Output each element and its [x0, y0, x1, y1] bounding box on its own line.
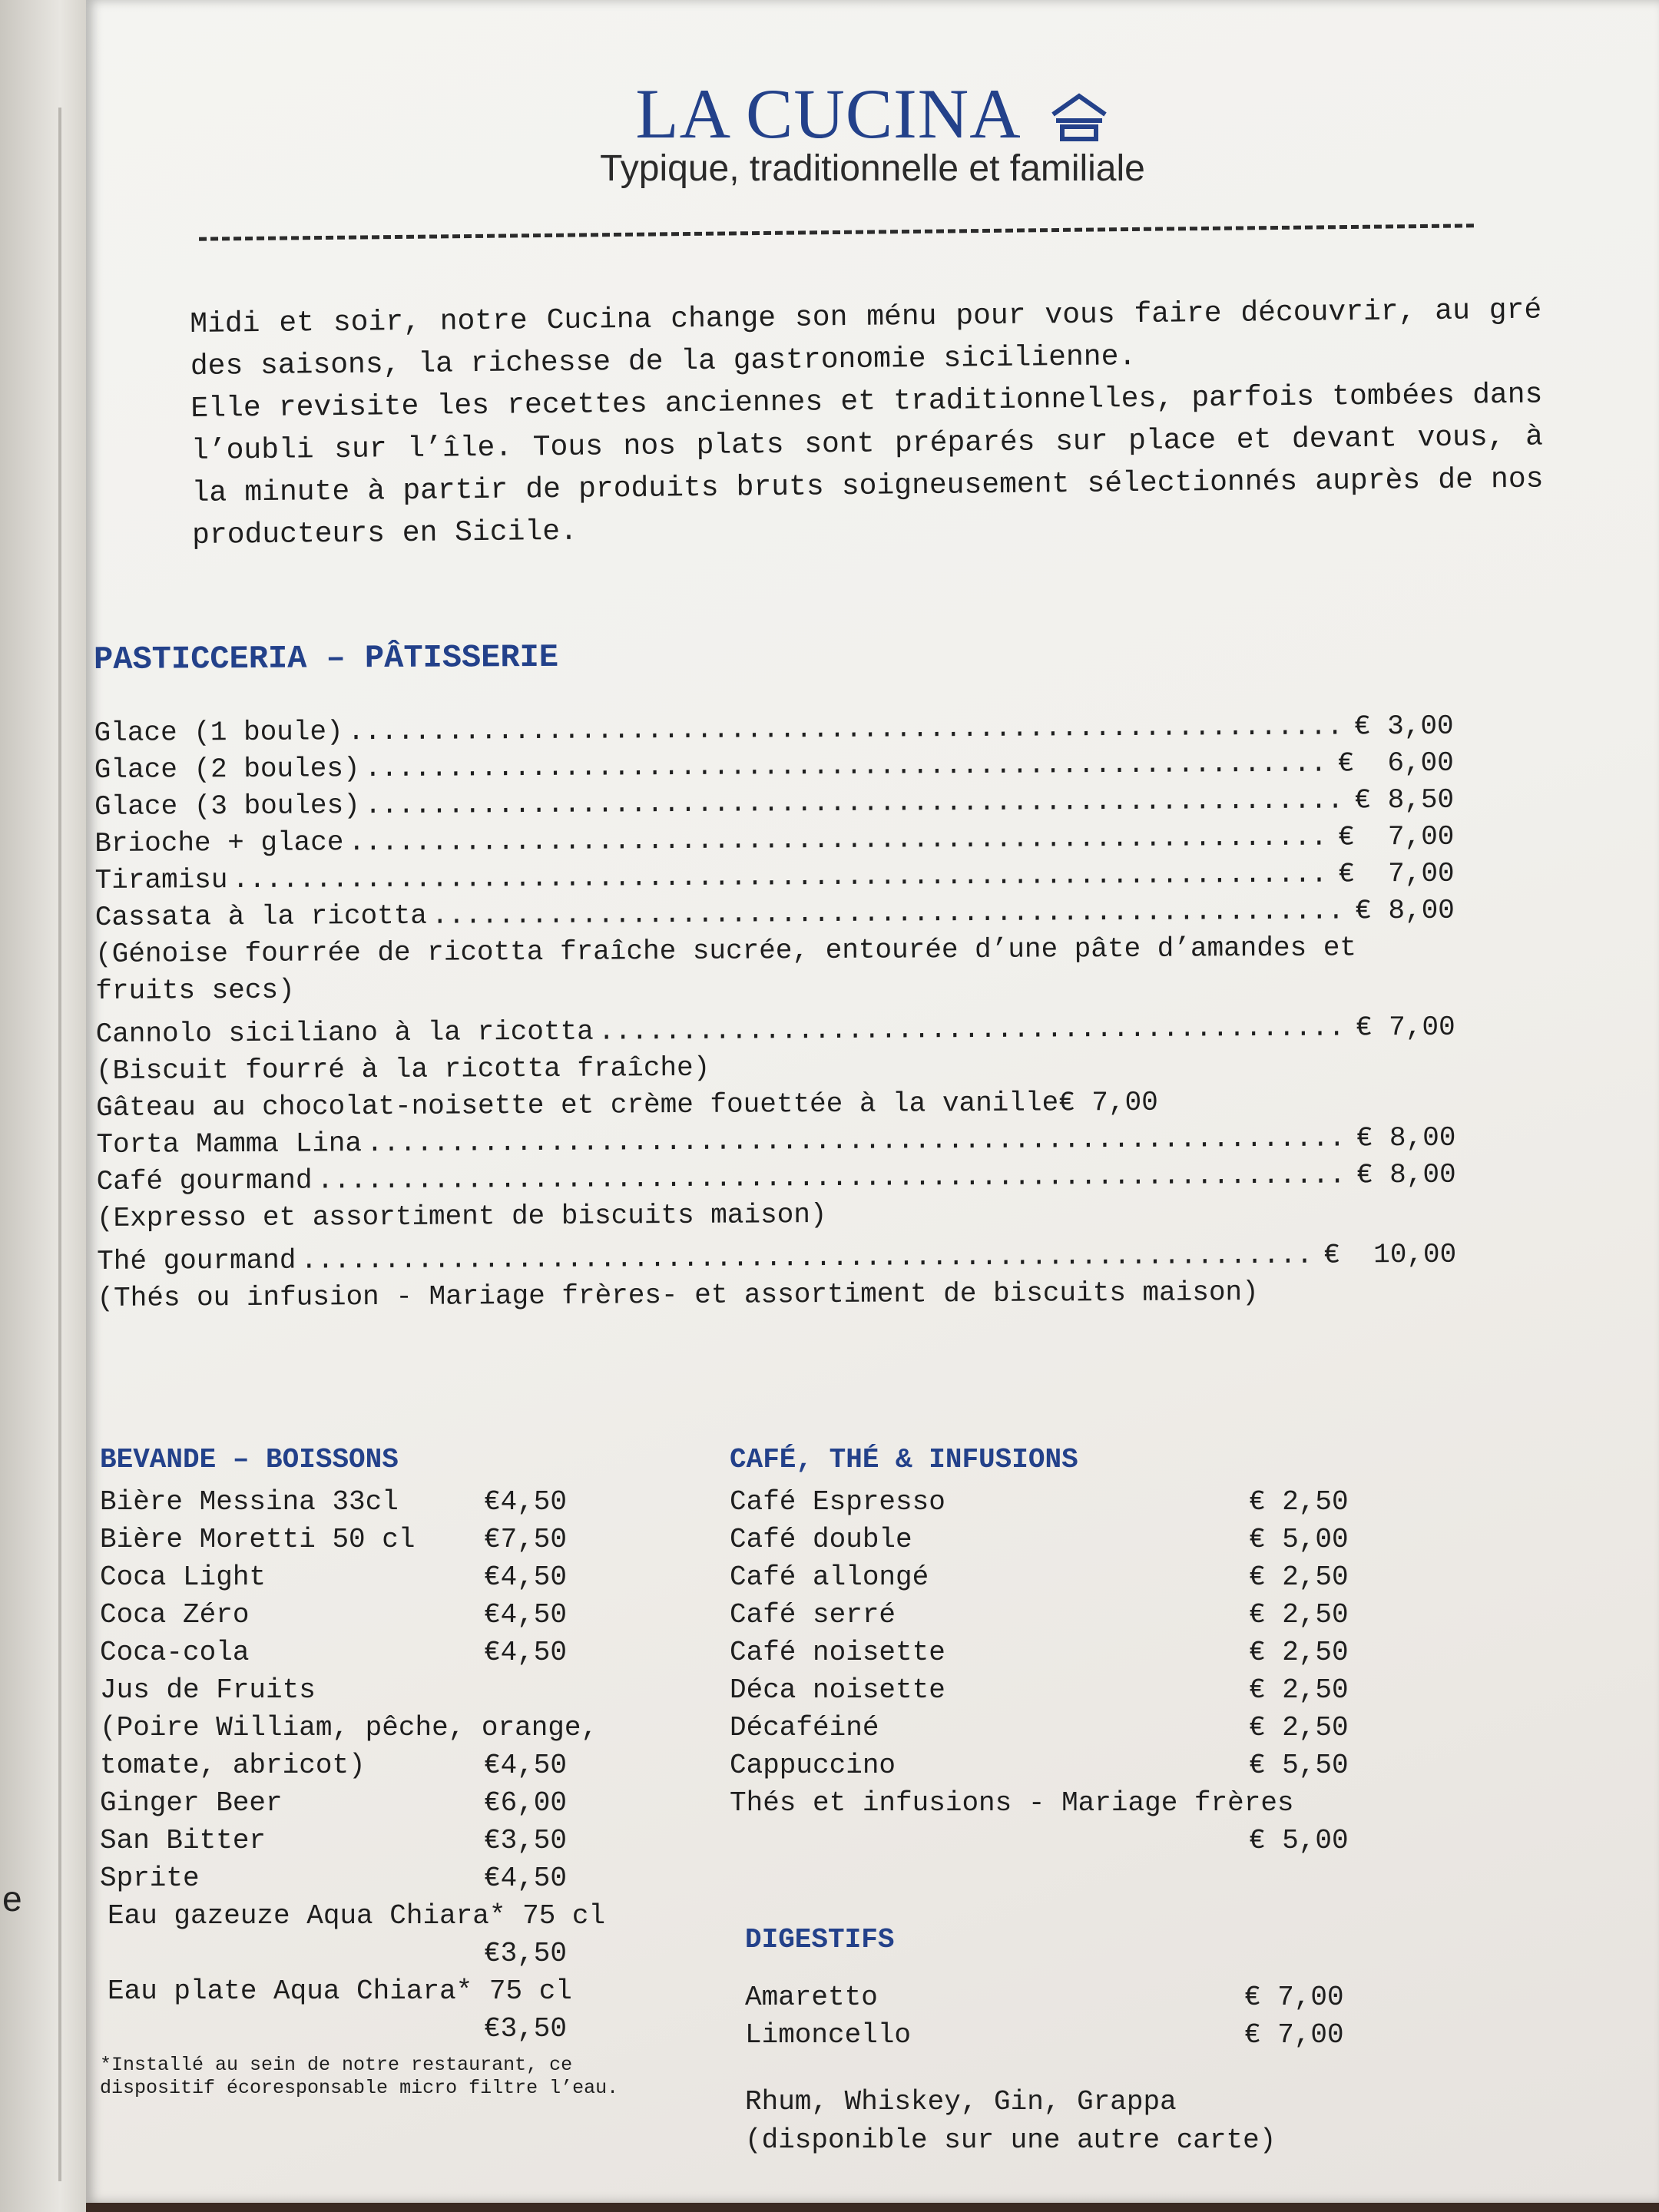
- drink-price: €4,50: [484, 1599, 568, 1631]
- drink-name: Bière Moretti 50 cl: [100, 1524, 416, 1555]
- drink-price: €6,00: [484, 1787, 568, 1819]
- drink-detail: (Poire William, pêche, orange,: [100, 1712, 598, 1743]
- drink-name: Eau gazeuze Aqua Chiara* 75 cl: [108, 1900, 606, 1932]
- drink-row: [100, 1558, 737, 1596]
- price-indent: [100, 2010, 484, 2048]
- dot-leader: [598, 1009, 1352, 1050]
- cafe-row: [730, 1709, 1482, 1747]
- section-pasticceria: [94, 634, 1457, 1323]
- cafe-price: € 2,50: [1249, 1561, 1349, 1593]
- drink-name: Ginger Beer: [100, 1787, 283, 1819]
- item-name: Cannolo siciliano à la ricotta: [95, 1015, 594, 1050]
- drink-row: [100, 1521, 737, 1558]
- cafe-row: [730, 1558, 1482, 1596]
- item-name: Tiramisu: [94, 864, 228, 896]
- price-indent: [100, 1935, 484, 1972]
- cafe-price: € 5,00: [1249, 1825, 1349, 1856]
- item-name: Gâteau au chocolat-noisette et crème fouettée à la vanille: [96, 1087, 1059, 1124]
- drink-name: San Bitter: [100, 1825, 267, 1856]
- dot-leader: [316, 1157, 1352, 1199]
- drink-price: €3,50: [484, 2013, 568, 2045]
- drink-name: Eau plate Aqua Chiara* 75 cl: [108, 1975, 572, 2007]
- drink-name: Coca Light: [100, 1561, 267, 1593]
- intro-paragraph-2: Elle revisite les recettes anciennes et traditionnelles, parfois tombées dans l’oubli sur l’île. Tous nos plats sont préparés sur place et devant vous, à la minute à partir de produits bruts soigneusement sélectionnés auprès de nos producteurs en Sicile.: [190, 378, 1544, 552]
- item-price: € 7,00: [1355, 1011, 1455, 1044]
- section-digestifs: [745, 1924, 1482, 2160]
- cafe-price: € 2,50: [1249, 1674, 1349, 1706]
- dot-leader: [366, 1120, 1352, 1162]
- digestif-price: € 7,00: [1244, 1982, 1344, 2013]
- other-spirits-list: Rhum, Whiskey, Gin, Grappa: [745, 2086, 1177, 2118]
- drink-price: €4,50: [484, 1486, 568, 1518]
- item-description: (Biscuit fourré à la ricotta fraîche): [95, 1051, 710, 1087]
- cafe-name: Café serré: [730, 1599, 896, 1631]
- left-page-edge: [0, 0, 86, 2212]
- item-name: Glace (2 boules): [94, 753, 360, 786]
- drink-price: €3,50: [484, 1825, 568, 1856]
- dot-leader: [300, 1237, 1319, 1280]
- footnote: *Installé au sein de notre restaurant, ce dispositif écoresponsable micro filtre l’eau.: [100, 2054, 619, 2099]
- digestif-name: Limoncello: [745, 2019, 912, 2051]
- cafe-row: [730, 1784, 1482, 1822]
- drink-price: €4,50: [484, 1863, 568, 1894]
- drink-price-row: [100, 2010, 737, 2048]
- drink-row: [100, 1972, 737, 2010]
- digestif-name: Amaretto: [745, 1982, 878, 2013]
- cafe-name: Café Espresso: [730, 1486, 945, 1518]
- dot-leader: [365, 782, 1350, 824]
- cafe-name: Thés et infusions - Mariage frères: [730, 1787, 1294, 1819]
- drink-row: [100, 1483, 737, 1521]
- cafe-name: Cappuccino: [730, 1750, 896, 1781]
- cafe-name: Café noisette: [730, 1637, 945, 1668]
- digestif-price: € 7,00: [1244, 2019, 1344, 2051]
- item-price: € 6,00: [1337, 747, 1454, 780]
- drink-row: [100, 1671, 737, 1709]
- drink-row: [100, 1596, 737, 1634]
- item-name: Torta Mamma Lina: [96, 1128, 363, 1161]
- section-bevande: [100, 1444, 737, 2100]
- item-price: € 8,50: [1354, 783, 1455, 816]
- item-name: Café gourmand: [96, 1164, 313, 1197]
- cafe-row: [730, 1634, 1482, 1671]
- dot-leader: [232, 856, 1333, 899]
- house-logo-icon: [1048, 91, 1110, 151]
- section-title-cafe: CAFÉ, THÉ & INFUSIONS: [730, 1444, 1078, 1475]
- drink-name: Jus de Fruits: [100, 1674, 316, 1706]
- logo-mark: [1048, 91, 1110, 142]
- drink-price: €4,50: [484, 1750, 568, 1781]
- drink-price: €4,50: [484, 1561, 568, 1593]
- cafe-name: Décaféiné: [730, 1712, 879, 1743]
- cafe-row: [730, 1671, 1482, 1709]
- drink-row: [100, 1784, 737, 1822]
- menu-item: [96, 1009, 1455, 1053]
- intro-paragraph-1: Midi et soir, notre Cucina change son ménu pour vous faire découvrir, au gré des saisons, la richesse de la gastronomie sicilienne.: [190, 293, 1542, 383]
- item-name: Glace (3 boules): [94, 790, 360, 823]
- item-name: Brioche + glace: [94, 826, 344, 859]
- section-title-pasticceria: PASTICCERIA – PÂTISSERIE: [94, 638, 559, 678]
- item-price: € 8,00: [1356, 1121, 1456, 1154]
- item-name: Thé gourmand: [97, 1244, 296, 1277]
- item-price: € 3,00: [1353, 710, 1454, 743]
- drink-name: Coca-cola: [100, 1637, 250, 1668]
- drink-name: Sprite: [100, 1863, 200, 1894]
- intro-text: [190, 290, 1544, 557]
- drink-price: €7,50: [484, 1524, 568, 1555]
- menu-subtitle: Typique, traditionnelle et familiale: [600, 148, 1145, 189]
- item-description: (Thés ou infusion - Mariage frères- et assortiment de biscuits maison): [97, 1277, 1259, 1314]
- dot-leader: [348, 708, 1350, 750]
- drink-row: [100, 1634, 737, 1671]
- drink-price: €4,50: [484, 1637, 568, 1668]
- cafe-price: € 5,50: [1249, 1750, 1349, 1781]
- cafe-name: Déca noisette: [730, 1674, 945, 1706]
- cafe-row: [730, 1596, 1482, 1634]
- drink-name: Bière Messina 33cl: [100, 1486, 399, 1518]
- drink-detail: tomate, abricot): [100, 1750, 366, 1781]
- cafe-price: € 2,50: [1249, 1637, 1349, 1668]
- drink-row: [100, 1897, 737, 1935]
- item-price: € 7,00: [1338, 857, 1455, 890]
- section-title-bevande: BEVANDE – BOISSONS: [100, 1444, 399, 1475]
- cafe-price: € 2,50: [1249, 1486, 1349, 1518]
- dot-leader: [432, 892, 1351, 934]
- cafe-row: [730, 1483, 1482, 1521]
- drink-detail-row: [100, 1709, 737, 1747]
- other-spirits-note: (disponible sur une autre carte): [745, 2124, 1277, 2156]
- dot-leader: [364, 746, 1333, 788]
- item-price: € 8,00: [1355, 894, 1455, 927]
- item-name: Cassata à la ricotta: [94, 899, 428, 933]
- section-cafe: [730, 1444, 1482, 1859]
- cafe-price: € 2,50: [1249, 1599, 1349, 1631]
- item-description: (Génoise fourrée de ricotta fraîche sucrée, entourée d’une pâte d’amandes et fruits secs): [95, 932, 1357, 1007]
- section-title-digestifs: DIGESTIFS: [745, 1924, 895, 1955]
- drink-name: Coca Zéro: [100, 1599, 250, 1631]
- drink-row: [100, 1822, 737, 1859]
- cafe-name: Café allongé: [730, 1561, 929, 1593]
- cafe-row: [730, 1747, 1482, 1784]
- menu-title: [86, 73, 1659, 154]
- other-spirits: [745, 2083, 1482, 2160]
- drink-price: €3,50: [484, 1938, 568, 1969]
- restaurant-name: LA CUCINA: [635, 75, 1018, 153]
- drink-row: [100, 1859, 737, 1897]
- cafe-row: [730, 1521, 1482, 1558]
- dot-leader: [348, 820, 1333, 862]
- digestif-row: [745, 1979, 1482, 2016]
- dashed-divider: [199, 224, 1474, 240]
- digestif-row: [745, 2016, 1482, 2054]
- item-description: (Expresso et assortiment de biscuits maison): [96, 1199, 827, 1234]
- drink-row: [100, 1747, 737, 1784]
- item-price: € 10,00: [1323, 1238, 1457, 1271]
- item-price: € 8,00: [1356, 1158, 1456, 1191]
- cafe-name: Café double: [730, 1524, 912, 1555]
- menu-item: [97, 1157, 1456, 1200]
- cafe-price: € 5,00: [1249, 1524, 1349, 1555]
- left-page-rule: [58, 108, 61, 2181]
- cafe-price-row: [730, 1822, 1482, 1859]
- item-name: Glace (1 boule): [94, 716, 343, 749]
- drink-price-row: [100, 1935, 737, 1972]
- item-price: € 7,00: [1058, 1086, 1158, 1119]
- item-price: € 7,00: [1338, 820, 1455, 853]
- left-page-fragment: e: [2, 1882, 23, 1922]
- price-indent: [730, 1822, 1249, 1859]
- cafe-price: € 2,50: [1249, 1712, 1349, 1743]
